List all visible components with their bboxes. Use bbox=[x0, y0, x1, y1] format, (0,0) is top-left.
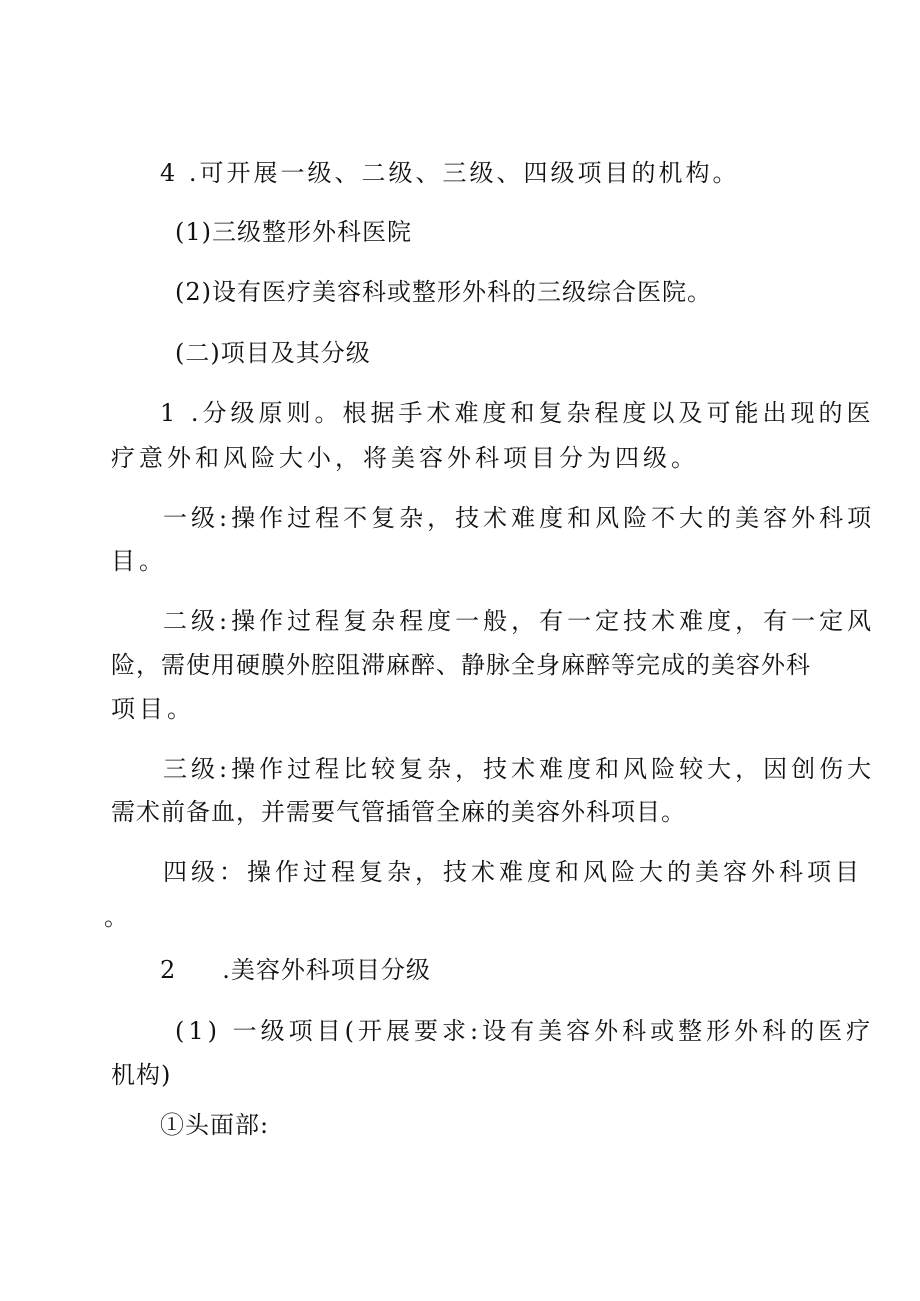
level-4-line-2: 。 bbox=[104, 903, 131, 931]
section-title: .美容外科项目分级 bbox=[222, 956, 431, 984]
level-4-line-1: 四级：操作过程复杂，技术难度和风险大的美容外科项目 bbox=[163, 858, 863, 886]
level-2-line-2: 险，需使用硬膜外腔阻滞麻醉、静脉全身麻醉等完成的美容外科 bbox=[111, 651, 811, 679]
grading-principle-line-2: 疗意外和风险大小，将美容外科项目分为四级。 bbox=[111, 444, 699, 472]
section-2-heading bbox=[160, 955, 431, 985]
level-1-line-1: 一级:操作过程不复杂，技术难度和风险不大的美容外科项 bbox=[163, 504, 876, 532]
grading-principle-line-1: 1 .分级原则。根据手术难度和复杂程度以及可能出现的医 bbox=[160, 399, 875, 427]
section-heading: (二)项目及其分级 bbox=[175, 339, 371, 367]
level-1-projects-line-1: (1) 一级项目(开展要求:设有美容外科或整形外科的医疗 bbox=[175, 1017, 875, 1045]
list-item-2: (2)设有医疗美容科或整形外科的三级综合医院。 bbox=[175, 278, 712, 306]
level-3-line-2: 需术前备血，并需要气管插管全麻的美容外科项目。 bbox=[111, 798, 686, 826]
level-1-line-2: 目。 bbox=[111, 547, 167, 575]
paragraph-item-4: 4 .可开展一级、二级、三级、四级项目的机构。 bbox=[160, 159, 740, 187]
level-2-line-1: 二级:操作过程复杂程度一般，有一定技术难度，有一定风 bbox=[163, 607, 876, 635]
level-2-line-3: 项目。 bbox=[111, 695, 195, 723]
list-item-1: (1)三级整形外科医院 bbox=[175, 218, 412, 246]
section-number: 2 bbox=[160, 956, 177, 984]
level-1-projects-line-2: 机构) bbox=[111, 1061, 172, 1089]
level-3-line-1: 三级:操作过程比较复杂，技术难度和风险较大，因创伤大 bbox=[163, 755, 876, 783]
head-face-heading: ①头面部: bbox=[160, 1111, 270, 1139]
